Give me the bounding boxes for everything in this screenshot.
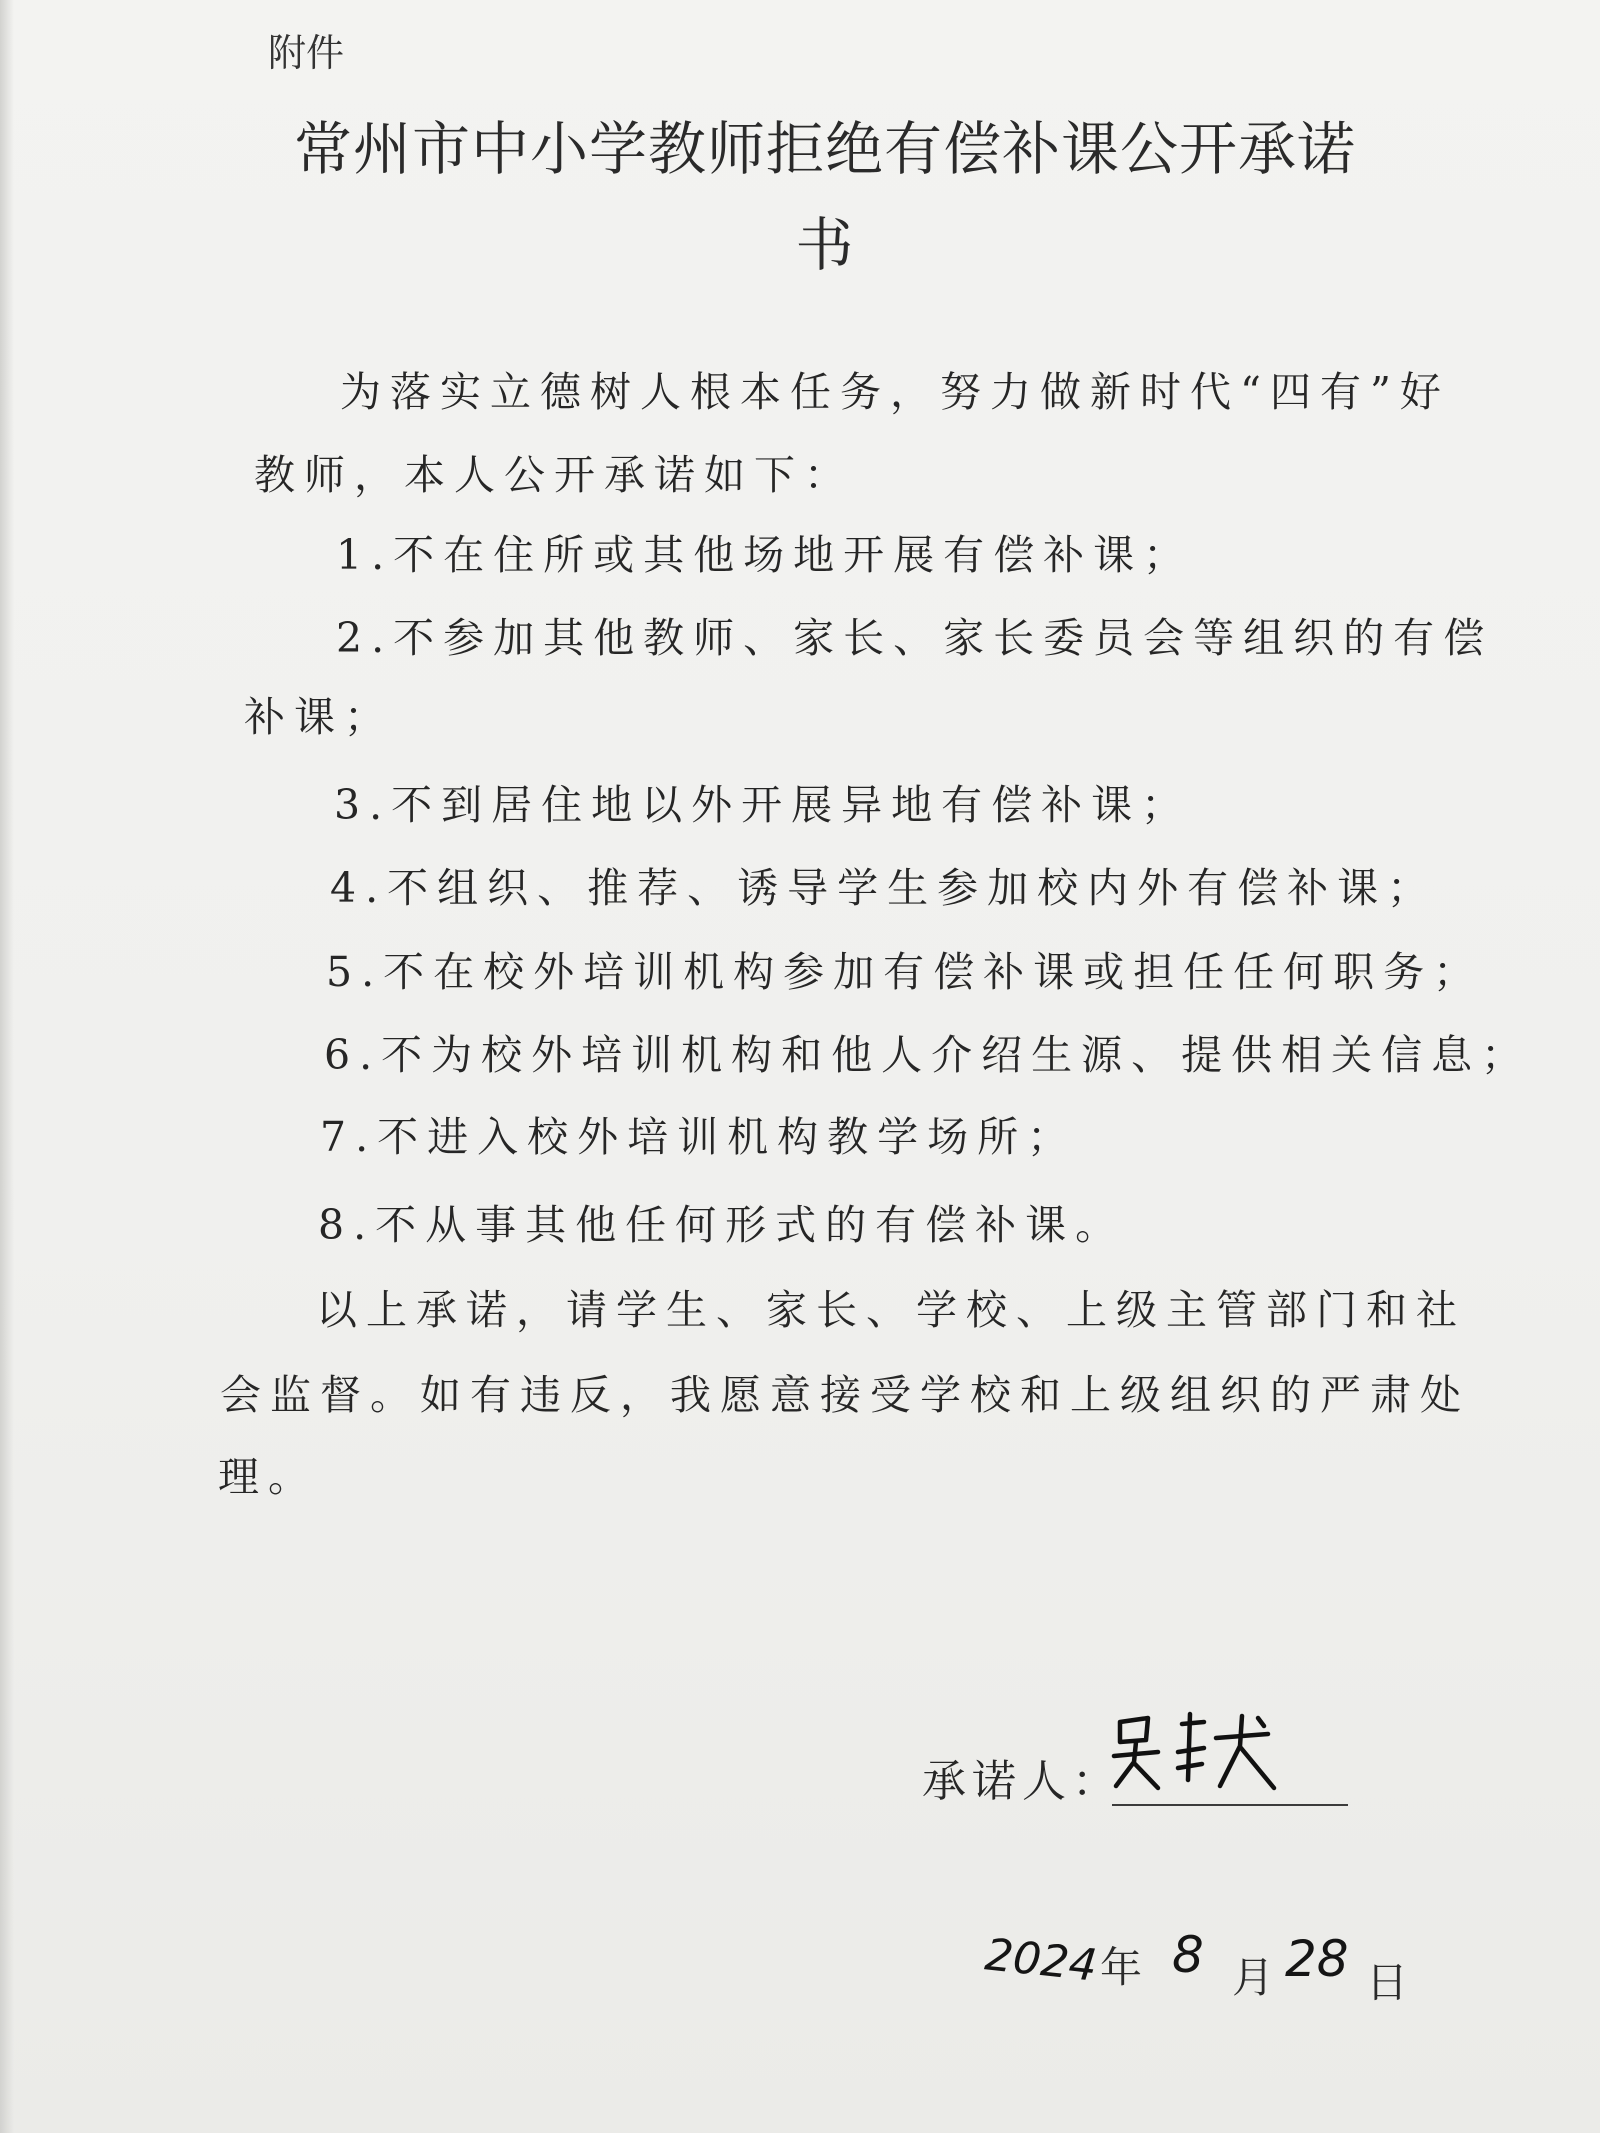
pledge-item-2: 2.不参加其他教师、家长、家长委员会等组织的有偿 [336, 614, 1494, 662]
intro-paragraph-line-2: 教师，本人公开承诺如下： [254, 451, 854, 499]
signature-underline [1112, 1804, 1348, 1806]
attachment-label: 附件 [268, 31, 345, 75]
date-day-unit: 日 [1366, 1958, 1409, 2007]
pledge-item-8: 8.不从事其他任何形式的有偿补课。 [318, 1201, 1126, 1249]
document-title-line-2: 书 [795, 211, 855, 279]
date-month-handwritten: 8 [1172, 1926, 1204, 1984]
date-month-unit: 月 [1232, 1953, 1275, 2002]
handwritten-signature [1108, 1710, 1288, 1800]
date-year-unit: 年 [1100, 1943, 1143, 1992]
signer-label: 承诺人： [922, 1756, 1122, 1807]
closing-paragraph-line-1: 以上承诺，请学生、家长、学校、上级主管部门和社 [316, 1286, 1466, 1334]
intro-paragraph-line-1: 为落实立德树人根本任务，努力做新时代“四有”好 [340, 368, 1450, 416]
pledge-item-1: 1.不在住所或其他场地开展有偿补课； [336, 531, 1194, 579]
pledge-item-6: 6.不为校外培训机构和他人介绍生源、提供相关信息； [324, 1031, 1532, 1079]
pledge-item-3: 3.不到居住地以外开展异地有偿补课； [334, 781, 1192, 829]
closing-paragraph-line-3: 理。 [218, 1453, 318, 1501]
closing-paragraph-line-2: 会监督。如有违反，我愿意接受学校和上级组织的严肃处 [220, 1371, 1470, 1419]
pledge-item-5: 5.不在校外培训机构参加有偿补课或担任任何职务； [326, 948, 1484, 996]
date-year-handwritten: 2024 [982, 1929, 1100, 1992]
pledge-item-4: 4.不组织、推荐、诱导学生参加校内外有偿补课； [330, 864, 1438, 912]
pledge-item-2-continuation: 补课； [244, 693, 394, 741]
pledge-item-7: 7.不进入校外培训机构教学场所； [320, 1113, 1078, 1161]
paper-edge-shadow [0, 0, 14, 2133]
document-title-line-1: 常州市中小学教师拒绝有偿补课公开承诺 [293, 115, 1356, 183]
date-day-handwritten: 28 [1285, 1930, 1349, 1988]
